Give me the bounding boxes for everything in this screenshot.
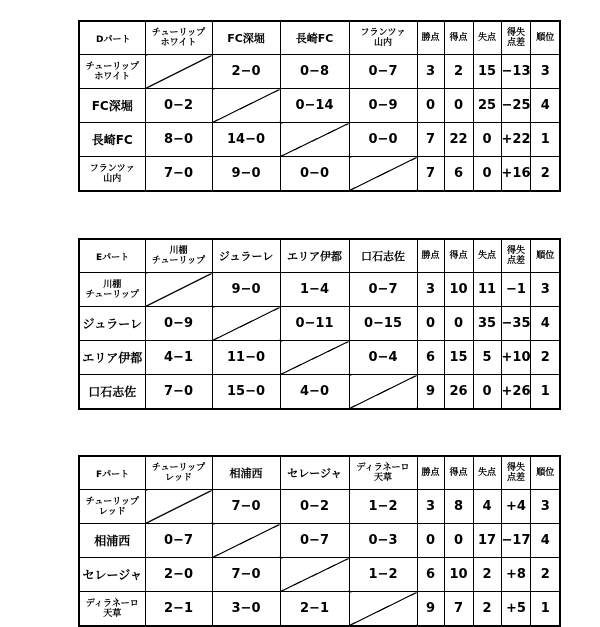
stat-value: 15 — [444, 341, 473, 375]
stat-value: 6 — [417, 558, 444, 592]
group-label: Eパート — [79, 239, 145, 273]
match-score: 1−2 — [349, 490, 417, 524]
team-row-name: エリア伊都 — [79, 341, 145, 375]
match-score: 7−0 — [145, 375, 212, 410]
stat-value: 7 — [417, 123, 444, 157]
match-score: 4−1 — [145, 341, 212, 375]
self-match-cell — [280, 123, 349, 157]
stat-value: −1 — [501, 273, 531, 307]
self-match-cell — [145, 273, 212, 307]
match-score: 15−0 — [212, 375, 280, 410]
stat-value: +4 — [501, 490, 531, 524]
stat-value: 0 — [473, 123, 501, 157]
stat-value: 6 — [444, 157, 473, 192]
match-score: 9−0 — [212, 157, 280, 192]
team-row-name: フランツァ 山内 — [79, 157, 145, 192]
team-column-header: 相浦西 — [212, 456, 280, 490]
team-column-header: フランツァ 山内 — [349, 21, 417, 55]
match-score: 0−14 — [280, 89, 349, 123]
match-score: 11−0 — [212, 341, 280, 375]
match-score: 4−0 — [280, 375, 349, 410]
match-score: 2−0 — [145, 558, 212, 592]
stat-value: 2 — [531, 558, 560, 592]
stat-value: +8 — [501, 558, 531, 592]
team-row-name: 相浦西 — [79, 524, 145, 558]
self-match-cell — [145, 490, 212, 524]
stat-value: 1 — [531, 375, 560, 410]
team-row-name: チューリップ レッド — [79, 490, 145, 524]
stat-value: 2 — [473, 592, 501, 627]
team-column-header: エリア伊都 — [280, 239, 349, 273]
stat-column-header: 得点 — [444, 239, 473, 273]
stat-value: 25 — [473, 89, 501, 123]
stat-value: 26 — [444, 375, 473, 410]
stat-value: 1 — [531, 123, 560, 157]
stat-value: 4 — [531, 307, 560, 341]
stat-column-header: 得点 — [444, 456, 473, 490]
stat-value: 10 — [444, 558, 473, 592]
stat-value: 15 — [473, 55, 501, 89]
stat-value: 2 — [531, 157, 560, 192]
stat-value: 0 — [444, 307, 473, 341]
self-match-cell — [145, 55, 212, 89]
self-match-cell — [349, 592, 417, 627]
team-row — [79, 89, 560, 123]
stat-column-header: 失点 — [473, 456, 501, 490]
stat-value: 0 — [473, 375, 501, 410]
match-score: 2−1 — [280, 592, 349, 627]
self-match-cell — [212, 89, 280, 123]
self-match-cell — [212, 307, 280, 341]
team-row-name: ディラネーロ 天草 — [79, 592, 145, 627]
match-score: 0−2 — [280, 490, 349, 524]
stat-column-header: 失点 — [473, 21, 501, 55]
stat-value: 0 — [444, 524, 473, 558]
stat-value: 6 — [417, 341, 444, 375]
team-row — [79, 273, 560, 307]
stat-value: +5 — [501, 592, 531, 627]
stat-value: 7 — [417, 157, 444, 192]
match-score: 7−0 — [212, 558, 280, 592]
stat-value: 4 — [531, 524, 560, 558]
match-score: 0−2 — [145, 89, 212, 123]
stat-column-header: 順位 — [531, 21, 560, 55]
stat-value: 4 — [473, 490, 501, 524]
stat-value: +10 — [501, 341, 531, 375]
team-row — [79, 490, 560, 524]
match-score: 7−0 — [212, 490, 280, 524]
stat-value: 22 — [444, 123, 473, 157]
match-score: 1−2 — [349, 558, 417, 592]
match-score: 2−0 — [212, 55, 280, 89]
stat-value: 3 — [417, 273, 444, 307]
stat-column-header: 得失 点差 — [501, 21, 531, 55]
header-row — [79, 456, 560, 490]
match-score: 0−7 — [280, 524, 349, 558]
stat-value: 5 — [473, 341, 501, 375]
team-column-header: 川棚 チューリップ — [145, 239, 212, 273]
stat-value: −17 — [501, 524, 531, 558]
stat-value: 7 — [444, 592, 473, 627]
match-score: 0−4 — [349, 341, 417, 375]
stat-value: 0 — [444, 89, 473, 123]
team-row-name: チューリップ ホワイト — [79, 55, 145, 89]
stat-column-header: 勝点 — [417, 456, 444, 490]
header-row — [79, 239, 560, 273]
self-match-cell — [280, 341, 349, 375]
stat-value: 10 — [444, 273, 473, 307]
group-table — [78, 238, 561, 410]
team-row — [79, 375, 560, 410]
team-row-name: 口石志佐 — [79, 375, 145, 410]
match-score: 0−3 — [349, 524, 417, 558]
stat-value: 0 — [417, 89, 444, 123]
team-column-header: ジュラーレ — [212, 239, 280, 273]
stat-value: 1 — [531, 592, 560, 627]
self-match-cell — [349, 157, 417, 192]
stat-value: 3 — [531, 273, 560, 307]
stat-value: 2 — [473, 558, 501, 592]
match-score: 0−11 — [280, 307, 349, 341]
team-row-name: FC深堀 — [79, 89, 145, 123]
stat-value: 35 — [473, 307, 501, 341]
team-row — [79, 524, 560, 558]
group-label: Fパート — [79, 456, 145, 490]
match-score: 0−9 — [349, 89, 417, 123]
team-row — [79, 307, 560, 341]
stat-value: 0 — [417, 307, 444, 341]
match-score: 0−9 — [145, 307, 212, 341]
stat-column-header: 得点 — [444, 21, 473, 55]
team-row-name: セレージャ — [79, 558, 145, 592]
team-column-header: FC深堀 — [212, 21, 280, 55]
team-column-header: セレージャ — [280, 456, 349, 490]
self-match-cell — [212, 524, 280, 558]
match-score: 0−15 — [349, 307, 417, 341]
stat-column-header: 得失 点差 — [501, 456, 531, 490]
self-match-cell — [280, 558, 349, 592]
group-table — [78, 455, 561, 627]
stat-column-header: 勝点 — [417, 239, 444, 273]
match-score: 7−0 — [145, 157, 212, 192]
team-row — [79, 123, 560, 157]
match-score: 0−0 — [280, 157, 349, 192]
team-row — [79, 55, 560, 89]
stat-value: 9 — [417, 375, 444, 410]
match-score: 14−0 — [212, 123, 280, 157]
team-column-header: チューリップ ホワイト — [145, 21, 212, 55]
stat-value: 3 — [531, 490, 560, 524]
match-score: 0−7 — [145, 524, 212, 558]
stat-column-header: 失点 — [473, 239, 501, 273]
self-match-cell — [349, 375, 417, 410]
stat-value: 9 — [417, 592, 444, 627]
team-row — [79, 558, 560, 592]
stat-column-header: 勝点 — [417, 21, 444, 55]
stat-value: 0 — [417, 524, 444, 558]
match-score: 0−7 — [349, 273, 417, 307]
team-column-header: 長崎FC — [280, 21, 349, 55]
header-row — [79, 21, 560, 55]
match-score: 1−4 — [280, 273, 349, 307]
stat-value: 3 — [417, 55, 444, 89]
stat-value: 11 — [473, 273, 501, 307]
team-column-header: 口石志佐 — [349, 239, 417, 273]
match-score: 0−0 — [349, 123, 417, 157]
stat-value: 17 — [473, 524, 501, 558]
stat-value: 3 — [531, 55, 560, 89]
match-score: 8−0 — [145, 123, 212, 157]
match-score: 2−1 — [145, 592, 212, 627]
stat-value: −13 — [501, 55, 531, 89]
stat-value: +26 — [501, 375, 531, 410]
team-column-header: チューリップ レッド — [145, 456, 212, 490]
team-row — [79, 592, 560, 627]
team-row — [79, 341, 560, 375]
stat-value: +16 — [501, 157, 531, 192]
match-score: 0−7 — [349, 55, 417, 89]
team-row-name: ジュラーレ — [79, 307, 145, 341]
stat-value: −35 — [501, 307, 531, 341]
team-column-header: ディラネーロ 天草 — [349, 456, 417, 490]
team-row-name: 川棚 チューリップ — [79, 273, 145, 307]
stat-value: 3 — [417, 490, 444, 524]
stat-value: 4 — [531, 89, 560, 123]
stat-column-header: 順位 — [531, 239, 560, 273]
stat-value: 8 — [444, 490, 473, 524]
stat-value: 2 — [444, 55, 473, 89]
match-score: 0−8 — [280, 55, 349, 89]
stat-value: −25 — [501, 89, 531, 123]
stat-value: 2 — [531, 341, 560, 375]
team-row-name: 長崎FC — [79, 123, 145, 157]
stat-value: 0 — [473, 157, 501, 192]
group-label: Dパート — [79, 21, 145, 55]
stat-value: +22 — [501, 123, 531, 157]
group-table — [78, 20, 561, 192]
team-row — [79, 157, 560, 192]
stat-column-header: 得失 点差 — [501, 239, 531, 273]
match-score: 3−0 — [212, 592, 280, 627]
stat-column-header: 順位 — [531, 456, 560, 490]
match-score: 9−0 — [212, 273, 280, 307]
